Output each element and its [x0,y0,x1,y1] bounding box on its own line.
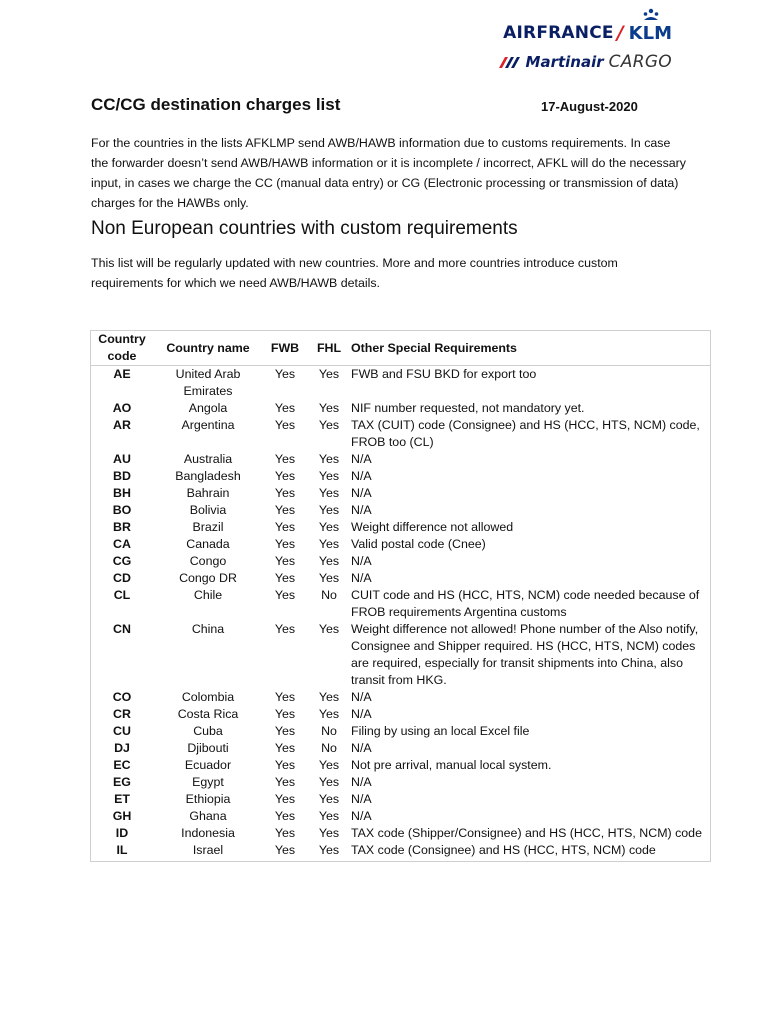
cell-country-name: Australia [183,452,233,466]
cell-fhl: No [321,588,337,602]
table-row [91,723,711,740]
cell-fhl: No [321,741,337,755]
header-country-code: Country code [91,331,154,366]
cell-other-requirements: N/A [351,791,711,808]
cell-country-name: Cuba [193,724,223,738]
cell-other-requirements: N/A [351,485,711,502]
cell-country-code: BD [91,468,154,485]
cell-country-code: CO [91,689,154,706]
cell-country-name: Canada [186,537,230,551]
cell-other-requirements: CUIT code and HS (HCC, HTS, NCM) code needed because of FROB requirements Argentina customs [351,587,711,621]
cell-country-code: AU [91,451,154,468]
cell-country-name: Indonesia [181,826,235,840]
cell-country-code: CU [91,723,154,740]
header-other-requirements: Other Special Requirements [351,331,711,366]
cell-country-code: CA [91,536,154,553]
cell-country-name: Costa Rica [177,707,239,721]
cell-country-name: Bahrain [186,486,230,500]
cell-other-requirements: Filing by using an local Excel file [351,723,711,740]
cell-country-code: CD [91,570,154,587]
section-heading: Non European countries with custom requirements [91,218,518,239]
cell-other-requirements: N/A [351,451,711,468]
cell-country-code: BH [91,485,154,502]
cell-country-code: AE [91,366,154,401]
cell-fwb: Yes [274,741,296,755]
cell-fhl: Yes [318,809,340,823]
cell-fhl: Yes [318,486,340,500]
cell-fhl: Yes [307,842,351,862]
klm-crown-icon [642,8,660,22]
cell-country-name: Djibouti [187,741,229,755]
cell-country-code: EC [91,757,154,774]
cell-fwb: Yes [274,690,296,704]
cell-country-code: GH [91,808,154,825]
cell-country-code: BR [91,519,154,536]
destination-charges-table [90,330,711,862]
table-row [91,774,711,791]
cell-fhl: Yes [318,418,340,432]
cell-fhl: No [321,724,337,738]
cell-country-code: CR [91,706,154,723]
cell-country-code: CN [91,621,154,689]
table-row [91,740,711,757]
table-row [91,553,711,570]
cell-fwb: Yes [274,826,296,840]
table-row [91,468,711,485]
cell-country-name: Colombia [181,690,235,704]
cell-country-code: AR [91,417,154,451]
cell-country-name: China [191,622,225,636]
cell-country-name: Argentina [181,418,235,432]
cell-fwb: Yes [274,571,296,585]
cell-country-name: Angola [188,401,228,415]
cell-country-name: Egypt [192,775,224,789]
table-row [91,825,711,842]
cargo-wordmark: CARGO [608,52,672,72]
cell-country-code: AO [91,400,154,417]
cell-other-requirements: Weight difference not allowed [351,519,711,536]
airfrance-wordmark: AIRFRANCE [503,23,614,43]
table-row [91,451,711,468]
cell-fwb: Yes [274,520,296,534]
cell-fwb: Yes [274,588,296,602]
cell-fhl: Yes [318,503,340,517]
header-country-name: Country name [153,331,263,366]
cell-country-name: Brazil [192,520,224,534]
cell-fhl: Yes [318,571,340,585]
cell-fhl: Yes [318,622,340,636]
cell-country-name: Bolivia [189,503,227,517]
cell-fwb: Yes [274,792,296,806]
table-row [91,366,711,401]
cell-fhl: Yes [318,469,340,483]
cell-fwb: Yes [274,724,296,738]
cell-fwb: Yes [263,842,307,862]
table-row [91,485,711,502]
cell-other-requirements: N/A [351,468,711,485]
cell-other-requirements: NIF number requested, not mandatory yet. [351,400,711,417]
cell-fwb: Yes [274,503,296,517]
cell-other-requirements: FWB and FSU BKD for export too [351,366,711,401]
cell-fwb: Yes [274,758,296,772]
cell-fwb: Yes [274,775,296,789]
cell-country-name: Chile [193,588,223,602]
table-row [91,757,711,774]
header-fwb: FWB [263,331,307,366]
airfrance-slash-icon: / [616,22,624,44]
table-row [91,400,711,417]
cell-country-code: BO [91,502,154,519]
table-row [91,706,711,723]
section-note: This list will be regularly updated with new countries. More and more countries introduce custom requirements for which we need AWB/HAWB details. [91,256,618,290]
cell-country-code: ET [91,791,154,808]
cell-other-requirements: TAX (CUIT) code (Consignee) and HS (HCC, HTS, NCM) code, FROB too (CL) [351,417,711,451]
cell-other-requirements: N/A [351,774,711,791]
cell-fhl: Yes [318,367,340,381]
cell-fhl: Yes [318,758,340,772]
cell-other-requirements: N/A [351,502,711,519]
table-row [91,842,711,862]
table-row [91,587,711,621]
cell-country-name: Israel [153,842,263,862]
cell-fwb: Yes [274,469,296,483]
table-row [91,519,711,536]
cell-other-requirements: N/A [351,808,711,825]
header-fhl: FHL [307,331,351,366]
cell-other-requirements: Valid postal code (Cnee) [351,536,711,553]
cell-other-requirements: N/A [351,740,711,757]
cell-fwb: Yes [274,401,296,415]
table-header-row [91,331,711,366]
cell-other-requirements: N/A [351,570,711,587]
cell-other-requirements: Not pre arrival, manual local system. [351,757,711,774]
klm-wordmark: KLM [629,23,672,44]
cell-country-code: ID [91,825,154,842]
table-row [91,502,711,519]
cell-fwb: Yes [274,367,296,381]
martinair-mark-icon [497,54,523,70]
cell-fwb: Yes [274,554,296,568]
table-row [91,808,711,825]
cell-other-requirements: N/A [351,706,711,723]
cell-fhl: Yes [318,690,340,704]
cell-country-name: Congo DR [179,571,237,585]
cell-fwb: Yes [274,707,296,721]
cell-fhl: Yes [318,707,340,721]
cell-fwb: Yes [274,809,296,823]
martinair-wordmark: Martinair [525,53,604,71]
cell-country-name: Congo [189,554,227,568]
cell-fhl: Yes [318,792,340,806]
cell-country-name: Ecuador [184,758,232,772]
company-logo [460,18,672,74]
cell-fwb: Yes [274,486,296,500]
cell-fwb: Yes [274,452,296,466]
cell-fhl: Yes [318,401,340,415]
cell-fhl: Yes [318,554,340,568]
intro-paragraph: For the countries in the lists AFKLMP send AWB/HAWB information due to customs requirements. In case the forwarder doesn’t send AWB/HAWB information or it is incomplete / incorrect, AFKL will do the necessary input, in cases we charge the CC (manual data entry) or CG (Electronic processing or transmission of data) charges for the HAWBs only. [91,136,686,210]
cell-country-name: Bangladesh [175,469,241,483]
table-row [91,621,711,689]
cell-country-code: CG [91,553,154,570]
cell-other-requirements: TAX code (Shipper/Consignee) and HS (HCC, HTS, NCM) code [351,825,711,842]
table-row [91,791,711,808]
table-row [91,570,711,587]
document-date: 17-August-2020 [541,99,638,114]
table-row [91,417,711,451]
cell-fhl: Yes [318,775,340,789]
cell-country-code: CL [91,587,154,621]
cell-fwb: Yes [274,622,296,636]
cell-country-name: United Arab Emirates [175,367,241,398]
cell-country-name: Ethiopia [185,792,231,806]
cell-country-code: EG [91,774,154,791]
cell-other-requirements: N/A [351,689,711,706]
table-row [91,689,711,706]
cell-other-requirements: N/A [351,553,711,570]
page-title: CC/CG destination charges list [91,95,341,114]
cell-country-code: DJ [91,740,154,757]
cell-other-requirements: Weight difference not allowed! Phone number of the Also notify, Consignee and Shipper required. HS (HCC, HTS, NCM) codes are required, especially for transit shipments into China, also transit from HKG. [351,621,711,689]
cell-fhl: Yes [318,520,340,534]
cell-fhl: Yes [318,452,340,466]
cell-other-requirements: TAX code (Consignee) and HS (HCC, HTS, NCM) code [351,842,711,862]
cell-country-name: Ghana [189,809,227,823]
cell-fwb: Yes [274,418,296,432]
cell-fhl: Yes [318,537,340,551]
cell-country-code: IL [91,842,154,862]
table-row [91,536,711,553]
cell-fhl: Yes [318,826,340,840]
cell-fwb: Yes [274,537,296,551]
